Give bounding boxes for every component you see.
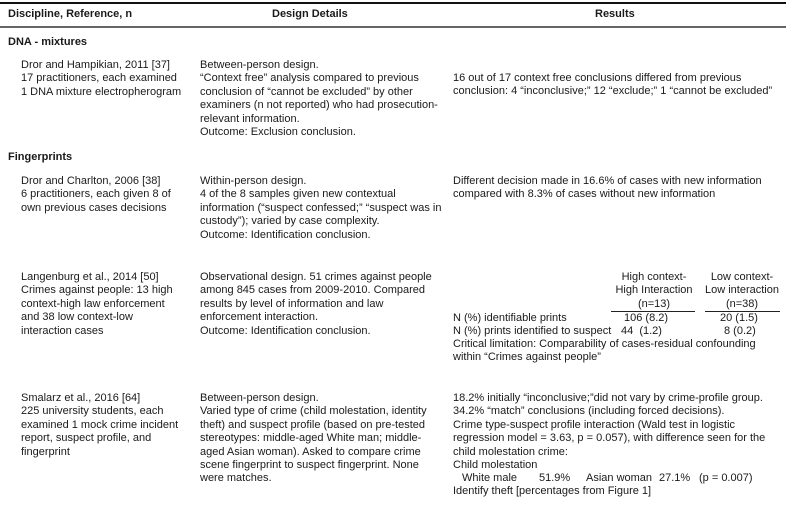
results-line: Different decision made in 16.6% of cases with new information [453,175,762,187]
reference-line: fingerprint [21,445,70,458]
results-tail [453,485,786,498]
design-cell [200,175,445,242]
header-discipline: Discipline, Reference, n [8,8,133,20]
results-line: compared with 8.3% of cases without new information [453,188,716,201]
header-bottom-rule [0,26,786,28]
design-line: Varied type of crime (child molestation, identity [200,405,427,418]
subtable-header-line: Low context- [710,271,774,283]
reference-cell [21,59,196,99]
subtable-header-high [608,271,700,311]
reference-line: report, suspect profile, and [21,432,152,445]
reference-cell [21,175,196,215]
results-cell [453,175,786,202]
results-line: conclusion: 4 “inconclusive;” 12 “exclude;” 1 “cannot be excluded” [453,85,773,98]
subtable-value-low: 20 (1.5) [720,312,758,324]
results-line: Child molestation [453,459,538,472]
design-line: examiners (n not reported) who had prosecution- [200,99,438,112]
category-dna-mixtures: DNA - mixtures [8,36,88,48]
comparison-group1: White male [462,472,518,484]
design-line: “Context free” analysis compared to previous [200,72,419,85]
design-line: 4 of the 8 samples given new contextual [200,188,396,201]
design-line: were matches. [200,472,272,485]
results-line: 34.2% “match” conclusions (including forced decisions). [453,405,725,418]
header-design-details: Design Details [272,8,348,20]
results-cell [453,72,786,99]
reference-line: 225 university students, each [21,405,164,418]
reference-line: Langenburg et al., 2014 [50] [21,271,159,283]
comparison-value2: 27.1% [659,472,691,484]
results-line: regression model = 3.63, p = 0.057), with difference seen for the [453,432,766,445]
subtable-header-line: Low interaction [705,284,779,297]
reference-cell [21,392,196,459]
subtable-header-line: (n=38) [725,297,759,310]
design-line: Outcome: Identification conclusion. [200,228,371,241]
design-line: stereotypes: middle-aged White man; middle- [200,432,422,445]
design-line: Outcome: Identification conclusion. [200,324,371,337]
results-line: within “Crimes against people” [453,351,601,364]
design-line: scene fingerprint to suspect fingerprint. None [200,459,419,472]
design-line: enforcement interaction. [200,311,319,324]
reference-line: Dror and Hampikian, 2011 [37] [21,59,170,71]
design-line: Observational design. 51 crimes against people [200,271,432,283]
reference-line: Crimes against people: 13 high [21,284,173,297]
subtable-notes [453,338,786,365]
reference-line: 17 practitioners, each examined [21,72,177,85]
design-cell [200,59,445,139]
design-line: Between-person design. [200,392,319,404]
design-cell [200,271,445,338]
results-line: Identify theft [percentages from Figure 1] [453,485,652,497]
comparison-value1: 51.9% [539,472,571,484]
results-line: 18.2% initially “inconclusive;”did not vary by crime-profile group. [453,392,763,404]
reference-line: examined 1 mock crime incident [21,418,179,431]
comparison-group2: Asian woman [586,472,653,484]
design-line: custody”); varied by case complexity. [200,215,380,228]
design-line: conclusion of “cannot be excluded” by other [200,85,413,98]
design-cell [200,392,445,486]
results-line: Crime type-suspect profile interaction (Wald test in logistic [453,418,736,431]
design-line: aged Asian woman). Asked to compare crime [200,445,421,458]
table-top-rule [0,2,786,4]
reference-line: interaction cases [21,324,104,337]
reference-line: own previous cases decisions [21,201,167,214]
subtable-header-line: High Interaction [615,284,693,297]
subtable-header-low [701,271,783,311]
reference-line: 1 DNA mixture electropherogram [21,85,182,98]
reference-line: and 38 low context-low [21,311,133,324]
subtable-row-label: N (%) prints identified to suspect [453,325,612,337]
design-line: Between-person design. [200,59,319,71]
subtable-header-line: (n=13) [637,297,671,310]
results-line: child molestation crime: [453,445,568,458]
design-line: relevant information. [200,112,300,125]
design-line: theft) and suspect profile (based on pre-tested [200,418,426,431]
design-line: Within-person design. [200,175,307,187]
design-line: results by level of information and law [200,297,384,310]
results-line: Critical limitation: Comparability of cases-residual confounding [453,338,756,350]
reference-line: context-high law enforcement [21,297,165,310]
reference-line: Smalarz et al., 2016 [64] [21,392,141,404]
subtable-value-high: 44 (1.2) [621,325,662,337]
reference-cell [21,271,196,338]
design-line: among 845 cases from 2009-2010. Compared [200,284,426,297]
results-cell [453,392,786,472]
design-line: Outcome: Exclusion conclusion. [200,126,356,139]
subtable-header-line: High context- [621,271,687,283]
subtable-row-label: N (%) identifiable prints [453,312,567,324]
design-line: information (“suspect confessed;” “suspect was in [200,201,442,214]
comparison-p-value: (p = 0.007) [699,472,753,484]
category-fingerprints: Fingerprints [8,151,73,163]
header-results: Results [595,8,635,20]
subtable-value-low: 8 (0.2) [724,325,756,337]
reference-line: 6 practitioners, each given 8 of [21,188,171,201]
subtable-value-high: 106 (8.2) [624,312,669,324]
reference-line: Dror and Charlton, 2006 [38] [21,175,161,187]
results-line: 16 out of 17 context free conclusions differed from previous [453,72,742,84]
